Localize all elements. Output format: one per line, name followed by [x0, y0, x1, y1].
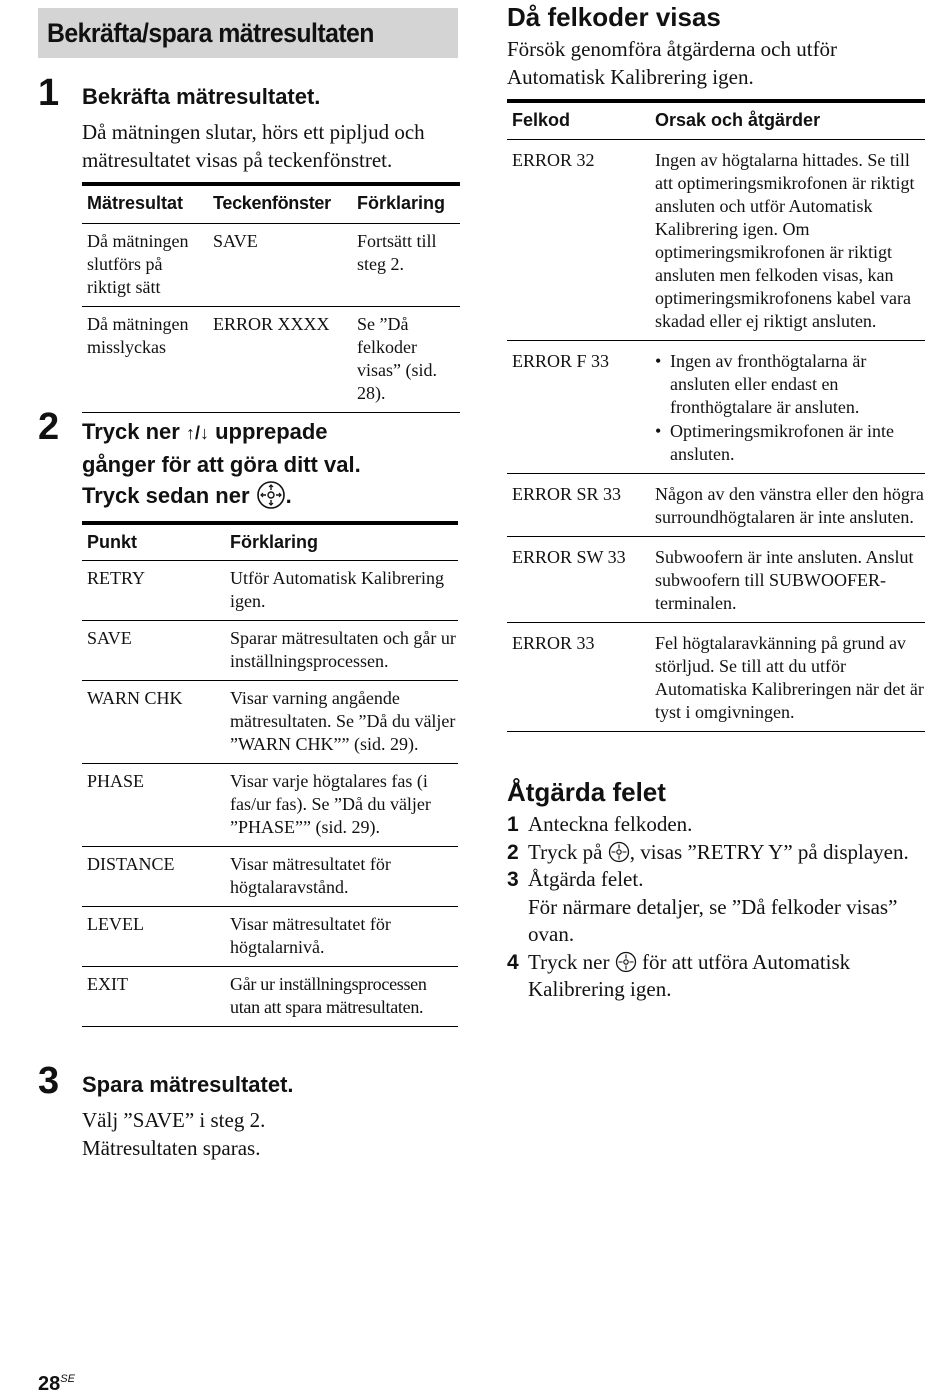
table-row [507, 140, 925, 341]
table-cell: Fortsätt till steg 2. [352, 224, 460, 307]
list-text: Åtgärda felet. [528, 867, 644, 891]
error-code: ERROR F 33 [507, 341, 650, 474]
step-1-title: Bekräfta mätresultatet. [82, 84, 321, 109]
error-codes-intro: Försök genomföra åtgärderna och utför Automatisk Kalibrering igen. [507, 37, 838, 89]
enter-circle-icon [256, 480, 286, 510]
list-number: 1 [507, 813, 519, 836]
error-description: Fel högtalaravkänning på grund av störljud. Se till att du utför Automatiska Kalibreringen när det är tyst i omgivningen. [650, 623, 925, 732]
table-row [507, 623, 925, 732]
section-title: Bekräfta/spara mätresultaten [38, 8, 458, 58]
step-3-title: Spara mätresultatet. [82, 1072, 294, 1097]
step-2-title-text: . [285, 483, 292, 508]
table-cell: SAVE [82, 621, 225, 681]
table-header: Mätresultat [82, 184, 208, 224]
table-cell: Utför Automatisk Kalibrering igen. [225, 561, 458, 621]
table-cell: SAVE [208, 224, 352, 307]
error-code-table [507, 99, 925, 732]
table-row [507, 341, 925, 474]
step-2-title-text: Tryck ner [82, 419, 186, 444]
table-cell: Visar varning angående mätresultaten. Se ”Då du väljer ”WARN CHK”” (sid. 29). [225, 681, 458, 764]
table-cell: LEVEL [82, 907, 225, 967]
list-item [507, 949, 937, 1004]
error-description: Subwoofern är inte ansluten. Anslut subwoofern till SUBWOOFER-terminalen. [650, 537, 925, 623]
table-header: Felkod [507, 101, 650, 140]
list-number: 4 [507, 950, 519, 974]
step-2-title-text: Tryck sedan ner [82, 483, 250, 508]
fix-steps-list [507, 811, 937, 1004]
list-number: 3 [507, 868, 519, 891]
table-cell: Då mätningen misslyckas [82, 307, 208, 413]
page-number-value: 28 [38, 1373, 61, 1395]
step-1-text: Då mätningen slutar, hörs ett pipljud och mätresultatet visas på teckenfönstret. [82, 120, 425, 172]
table-cell: EXIT [82, 967, 225, 1027]
table-cell: Visar mätresultatet för högtalaravstånd. [225, 847, 458, 907]
list-text: Tryck ner [528, 949, 615, 974]
table-cell: Se ”Då felkoder visas” (sid. 28). [352, 307, 460, 413]
step-1-number: 1 [38, 72, 60, 114]
table-cell: Går ur inställningsprocessen utan att spara mätresultaten. [225, 967, 458, 1027]
enter-circle-icon [608, 841, 630, 863]
list-item: • Ingen av fronthögtalarna är ansluten eller endast en fronthögtalare är ansluten. [655, 350, 925, 419]
error-code: ERROR SW 33 [507, 537, 650, 623]
table-cell: DISTANCE [82, 847, 225, 907]
table-header: Teckenfönster [208, 184, 352, 224]
list-item [507, 839, 937, 867]
table-cell: RETRY [82, 561, 225, 621]
table-row [507, 474, 925, 537]
table-header: Förklaring [225, 523, 458, 561]
table-header: Punkt [82, 523, 225, 561]
table-row [82, 224, 460, 307]
step-3-line-1: Välj ”SAVE” i steg 2. [82, 1108, 266, 1132]
list-item [507, 811, 937, 839]
table-row [82, 907, 458, 967]
list-text: , visas ”RETRY Y” på displayen. [629, 839, 909, 864]
error-code: ERROR SR 33 [507, 474, 650, 537]
table-cell: PHASE [82, 764, 225, 847]
table-row [82, 681, 458, 764]
table-row [507, 537, 925, 623]
table-cell: Visar varje högtalares fas (i fas/ur fas). Se ”Då du väljer ”PHASE”” (sid. 29). [225, 764, 458, 847]
measurement-result-table [82, 182, 460, 413]
list-text: Anteckna felkoden. [528, 812, 693, 836]
table-cell: Sparar mätresultaten och går ur inställningsprocessen. [225, 621, 458, 681]
table-row [82, 621, 458, 681]
table-row [82, 847, 458, 907]
table-row [82, 764, 458, 847]
table-header: Förklaring [352, 184, 460, 224]
step-2-number: 2 [38, 406, 60, 448]
table-row [82, 561, 458, 621]
page-number [38, 1373, 75, 1395]
step-3-line-2: Mätresultaten sparas. [82, 1136, 261, 1160]
table-cell: Då mätningen slutförs på riktigt sätt [82, 224, 208, 307]
error-codes-title: Då felkoder visas [507, 2, 721, 32]
error-code: ERROR 32 [507, 140, 650, 341]
error-description: Någon av den vänstra eller den högra surroundhögtalaren är inte ansluten. [650, 474, 925, 537]
table-cell: Visar mätresultatet för högtalarnivå. [225, 907, 458, 967]
page-number-suffix: SE [60, 1373, 75, 1385]
table-cell: ERROR XXXX [208, 307, 352, 413]
error-description [650, 341, 925, 474]
up-down-arrow-icon: ↑/↓ [185, 423, 209, 443]
list-item [507, 866, 937, 949]
step-2-title [82, 416, 462, 511]
step-3-number: 3 [38, 1060, 60, 1102]
enter-circle-icon [615, 951, 637, 973]
list-item: • Optimeringsmikrofonen är inte ansluten. [655, 420, 925, 466]
table-header: Orsak och åtgärder [650, 101, 925, 140]
error-description: Ingen av högtalarna hittades. Se till att optimeringsmikrofonen är riktigt ansluten och utför Automatisk Kalibrering igen. Om optimeringsmikrofonen är riktigt ansluten men felkoden visas, kan optimeringsmikrofonens kabel vara skadad eller ej riktigt ansluten. [650, 140, 925, 341]
table-row [82, 967, 458, 1027]
list-number: 2 [507, 840, 519, 864]
table-row [82, 307, 460, 413]
step-2-title-text: gånger för att göra ditt val. [82, 452, 361, 477]
list-text: Tryck på [528, 839, 608, 864]
item-table [82, 521, 458, 1027]
table-cell: WARN CHK [82, 681, 225, 764]
error-code: ERROR 33 [507, 623, 650, 732]
list-text: För närmare detaljer, se ”Då felkoder visas” ovan. [528, 894, 898, 946]
list-text: för att utföra Automatisk Kalibrering igen. [528, 949, 851, 1001]
step-2-title-text: upprepade [208, 419, 328, 444]
fix-error-title: Åtgärda felet [507, 777, 666, 807]
